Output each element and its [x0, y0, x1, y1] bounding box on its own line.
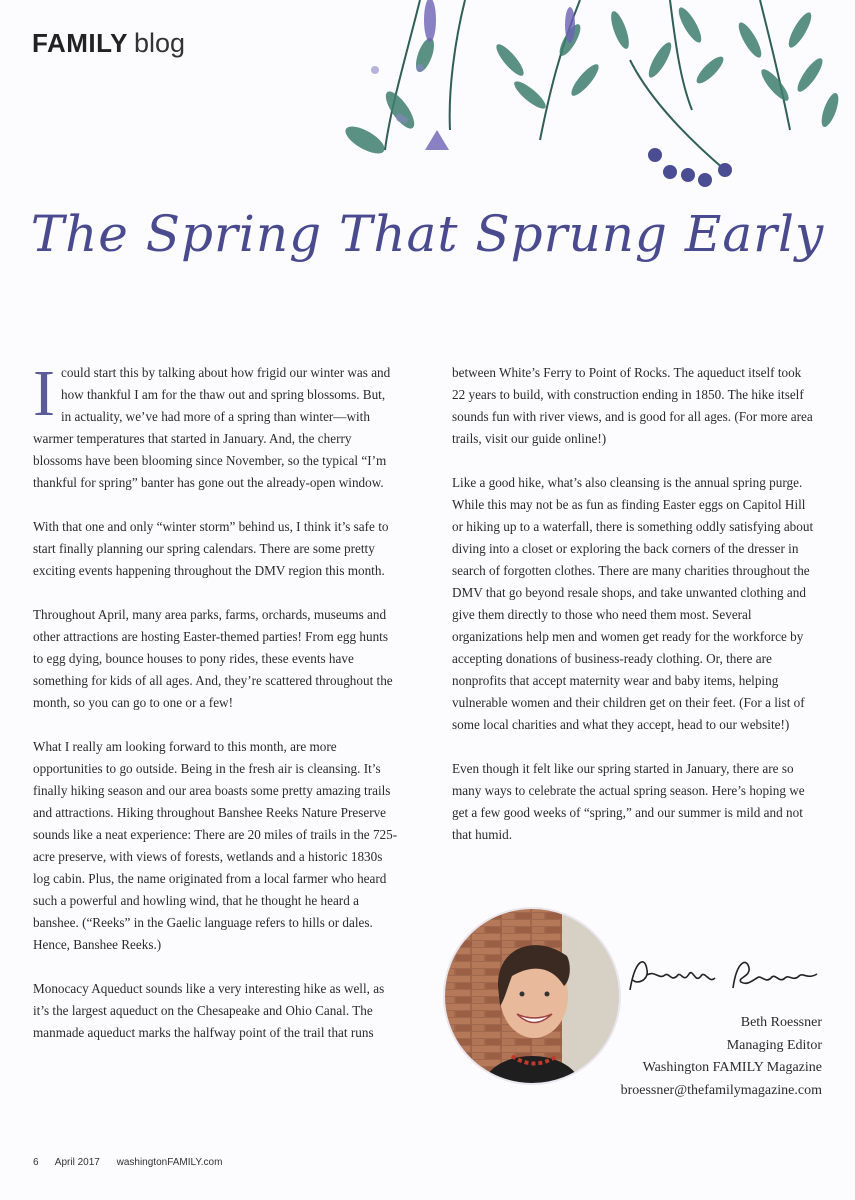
masthead-family: FAMILY [32, 28, 128, 58]
article-column-right [452, 362, 817, 868]
author-publication: Washington FAMILY Magazine [642, 1060, 822, 1075]
author-name: Beth Roessner [740, 1015, 822, 1030]
signature-image [625, 950, 825, 1000]
author-photo [442, 906, 622, 1086]
article-paragraph: With that one and only “winter storm” behind us, I think it’s safe to start finally planning our spring calendars. There are some pretty exciting events happening throughout the DMV region this month. [33, 519, 389, 578]
foliage-illustration [330, 0, 855, 200]
masthead [32, 28, 185, 59]
article-paragraph: Like a good hike, what’s also cleansing is the annual spring purge. While this may not be as fun as finding Easter eggs on Capitol Hill or hiking up to a waterfall, there is something oddly satisfying about diving into a closet or exploring the back corners of the dresser in search of forgotten clothes. There are many charities throughout the DMV that go beyond resale shops, and take unwanted clothing and give them directly to those who need them most. Several organizations help men and women get ready for the workforce by accepting donations of business-ready clothing. Or, there are nonprofits that accept maternity wear and baby items, helping vulnerable women and their children get on their feet. (For a list of some local charities and what they accept, head to our website!) [452, 475, 814, 732]
article-paragraph: Even though it felt like our spring started in January, there are so many ways to celebrate the actual spring season. Here’s hoping we get a few good weeks of “spring,” and our summer is mild and not that humid. [452, 761, 805, 842]
article-paragraph: Monocacy Aqueduct sounds like a very interesting hike as well, as it’s the largest aqueduct on the Chesapeake and Ohio Canal. The manmade aqueduct marks the halfway point of the trail that runs [33, 981, 385, 1040]
article-column-left [33, 357, 398, 1066]
author-signature-block [621, 1012, 822, 1102]
author-email: broessner@thefamilymagazine.com [620, 1082, 822, 1098]
page-title: The Spring That Sprung Early [30, 205, 825, 263]
site-url: washingtonFAMILY.com [116, 1157, 223, 1168]
article-paragraph: Icould start this by talking about how frigid our winter was and how thankful I am for the thaw out and spring blossoms. But, in actuality, we’ve had more of a spring than winter—with warmer temperatures that started in January. And, the cherry blossoms have been blooming since November, so the typical “I’m thankful for spring” banter has gone out the already-open window. [33, 357, 391, 490]
masthead-blog: blog [133, 28, 185, 58]
article-paragraph: Throughout April, many area parks, farms, orchards, museums and other attractions are hosting Easter-themed parties! From egg hunts to egg dying, bounce houses to pony rides, these events have something for kids of all ages. And, they’re scattered throughout the month, so you can go to one or a few! [33, 607, 393, 710]
dropcap: I [33, 357, 55, 430]
article-paragraph: between White’s Ferry to Point of Rocks. The aqueduct itself took 22 years to build, with construction ending in 1850. The hike itself sounds fun with river views, and is good for all ages. (For more area trails, visit our guide online!) [452, 365, 813, 446]
page-number: 6 [33, 1157, 39, 1168]
page-footer [33, 1157, 236, 1168]
issue-date: April 2017 [54, 1157, 100, 1168]
author-title: Managing Editor [726, 1037, 822, 1053]
article-paragraph: What I really am looking forward to this month, are more opportunities to go outside. Being in the fresh air is cleansing. It’s finally hiking season and our area boasts some pretty amazing trails and attractions. Hiking throughout Banshee Reeks Nature Preserve sounds like a neat experience: There are 20 miles of trails in the 725-acre preserve, with views of forests, wetlands and a historic 1830s log cabin. Plus, the name originated from a local farmer who heard such a powerful and howling wind, that he thought he heard a banshee. (“Reeks” in the Gaelic language refers to hills or dales. Hence, Banshee Reeks.) [33, 739, 398, 952]
